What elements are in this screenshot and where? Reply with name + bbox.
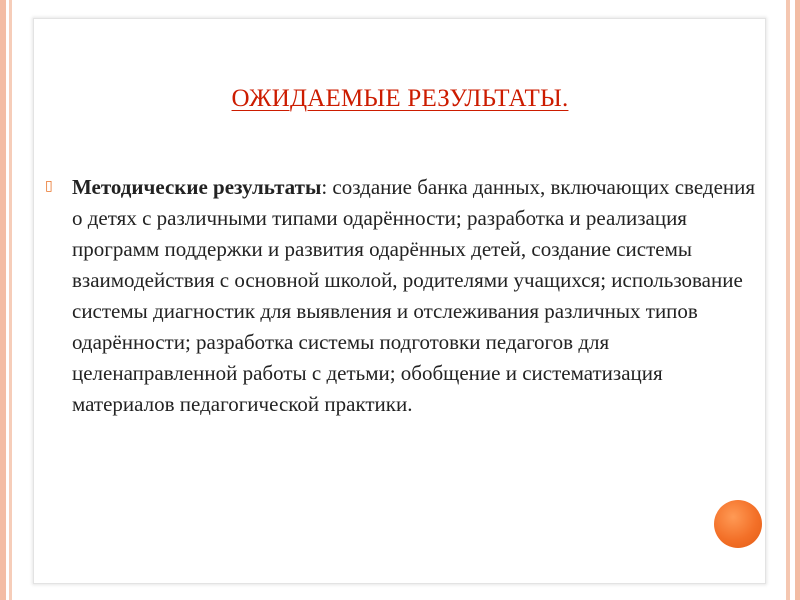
orange-circle-decor <box>714 500 762 548</box>
hollow-square-bullet-icon: ▯ <box>45 178 53 194</box>
bullet-text <box>72 172 762 420</box>
bullet-lead: Методические результаты <box>72 175 322 199</box>
slide-title: ОЖИДАЕМЫЕ РЕЗУЛЬТАТЫ. <box>231 85 569 112</box>
bullet-body: : создание банка данных, включающих сведения о детях с различными типами одарённости; разработка и реализация программ поддержки и развития одарённых детей, создание системы взаимодействия с основной школой, родителями учащихся; использование системы диагностик для выявления и отслеживания различных типов одарённости; разработка системы подготовки педагогов для целенаправленной работы с детьми; обобщение и систематизация материалов педагогической практики. <box>72 175 756 416</box>
